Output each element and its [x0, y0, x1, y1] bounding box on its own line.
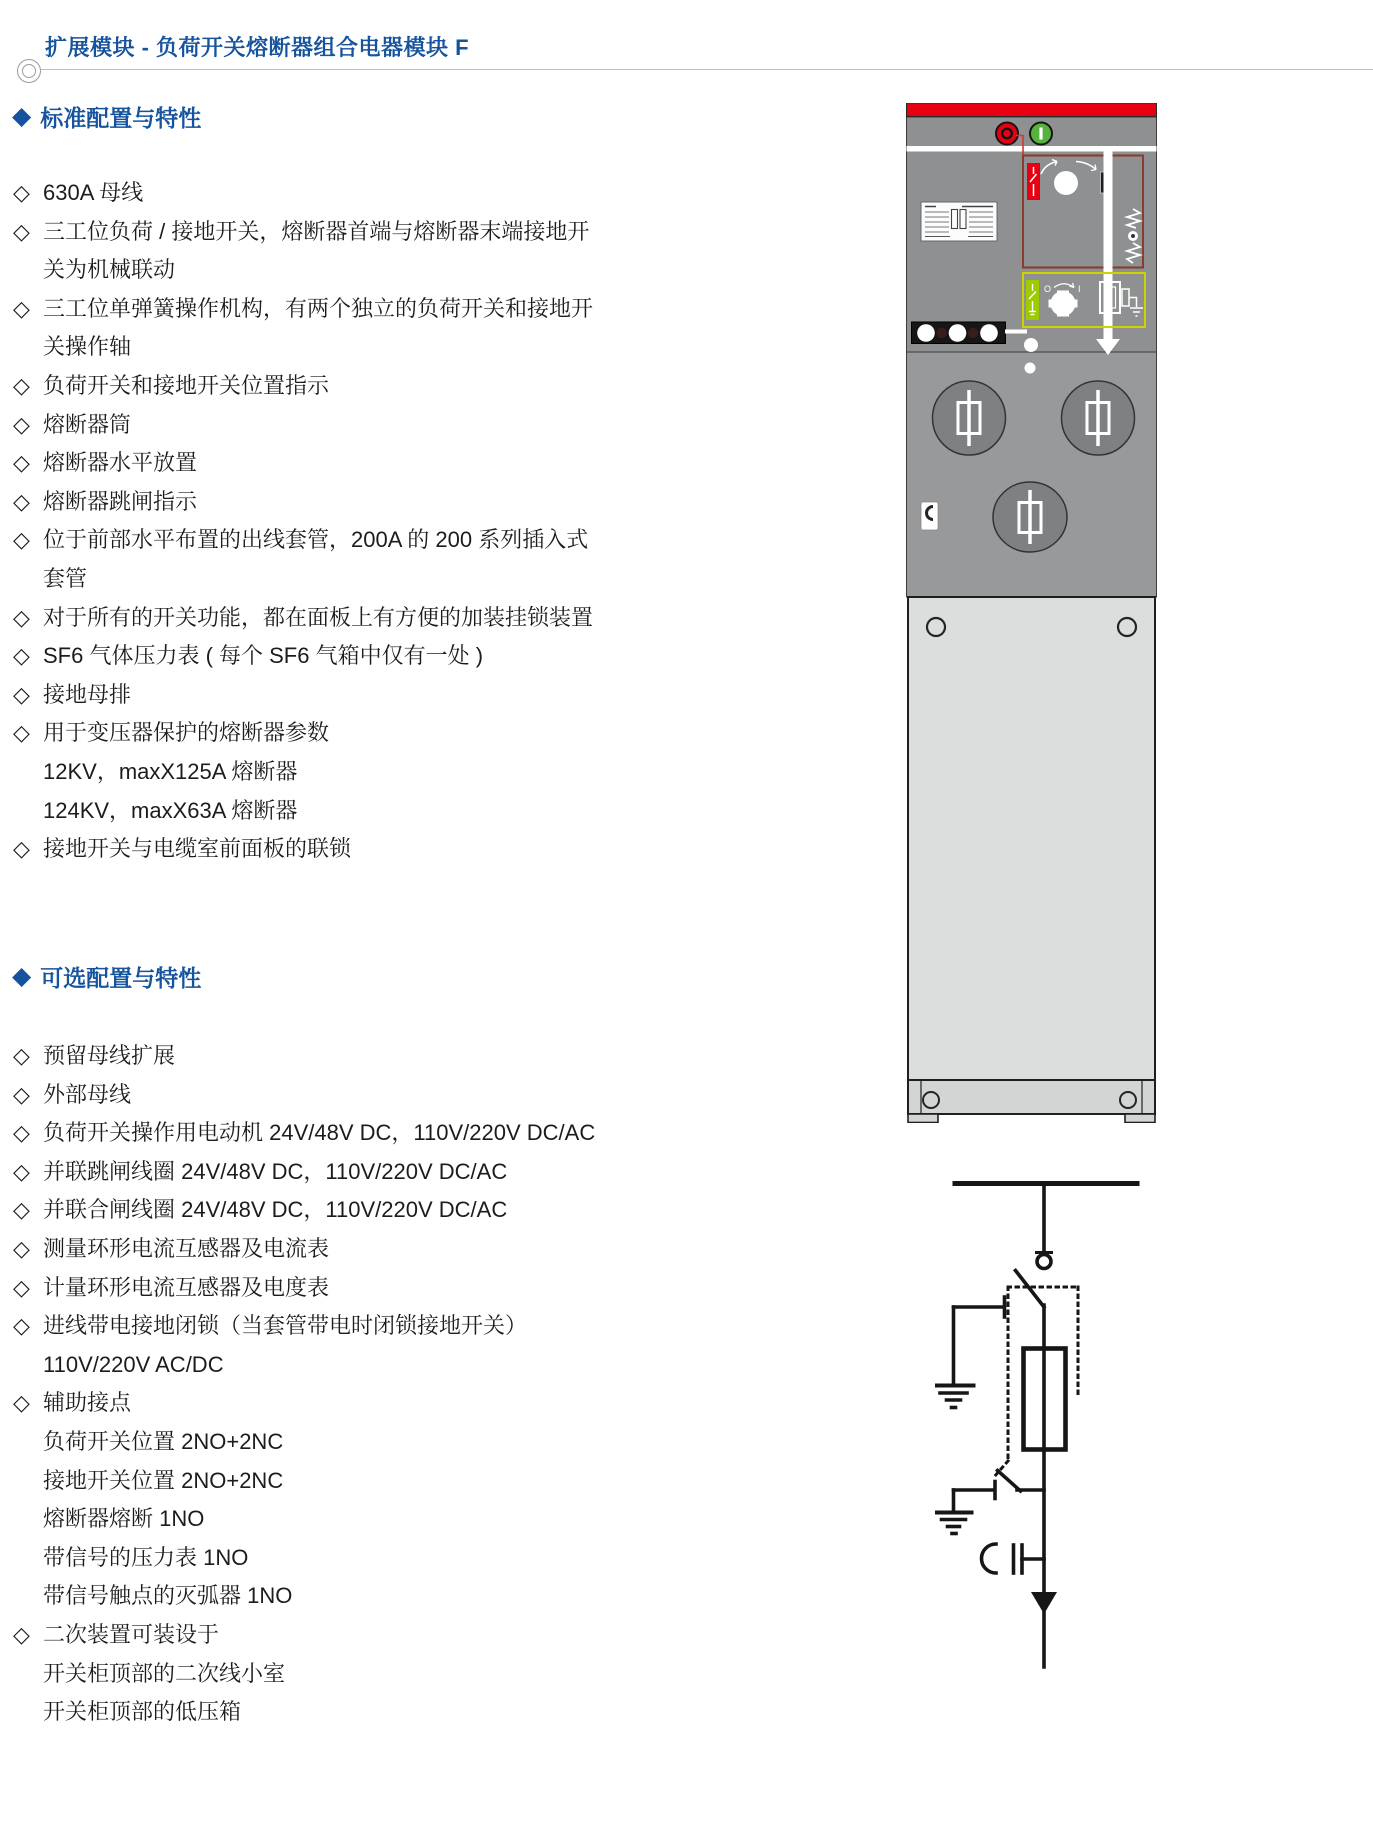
list-item [12, 676, 732, 715]
list-item-text: 测量环形电流互感器及电流表 [43, 1235, 330, 1261]
earthing-switch-lower [936, 1471, 1045, 1534]
voltage-indicator [981, 1544, 1044, 1573]
plinth-foot-right [1125, 1114, 1155, 1123]
single-line-diagram [935, 1170, 1150, 1680]
list-item [12, 1577, 732, 1616]
plinth-foot-left [908, 1114, 938, 1123]
diamond-bullet-icon: ◇ [13, 180, 30, 205]
list-item [12, 444, 732, 483]
diamond-bullet-icon: ◇ [13, 681, 30, 707]
list-item [12, 1269, 732, 1308]
list-item [12, 1153, 732, 1192]
list-item [12, 328, 732, 367]
list-item [12, 714, 732, 753]
diamond-bullet-icon: ◇ [13, 1158, 30, 1184]
fuse-bushing-left [933, 381, 1006, 455]
list-item-text: 接地开关位置 2NO+2NC [43, 1467, 284, 1493]
close-button-icon [1030, 123, 1052, 145]
title-ring-ornament [17, 59, 41, 83]
diamond-bullet-icon: ◇ [13, 218, 30, 244]
diamond-bullet-icon: ◇ [13, 295, 30, 321]
list-item-text: 位于前部水平布置的出线套管，200A 的 200 系列插入式 [43, 527, 589, 553]
sf6-gauge-icon [921, 502, 938, 530]
list-item-text: 负荷开关和接地开关位置指示 [43, 372, 330, 398]
list-item-text: 熔断器筒 [43, 411, 132, 437]
list-item-text: 关操作轴 [43, 334, 132, 360]
diamond-bullet-icon: ◇ [13, 643, 30, 669]
diamond-bullet-icon: ◇ [13, 1235, 30, 1261]
list-item [12, 1693, 732, 1732]
list-item-text: 负荷开关位置 2NO+2NC [43, 1428, 284, 1454]
list-item-text: 二次装置可装设于 [43, 1621, 220, 1647]
fuse-bushing-right [1062, 381, 1135, 455]
open-button-icon [996, 123, 1018, 145]
list-item-text: 用于变压器保护的熔断器参数 [43, 720, 330, 746]
list-item-text: 外部母线 [43, 1081, 132, 1107]
list-item-text: 带信号触点的灭弧器 1NO [43, 1583, 293, 1609]
filled-diamond-icon: ◆ [12, 962, 32, 990]
list-item [12, 1462, 732, 1501]
list-item-text: 开关柜顶部的低压箱 [43, 1699, 242, 1725]
list-item [12, 1500, 732, 1539]
panel-white-stripe [907, 146, 1157, 152]
load-switch-red-tag [1027, 163, 1040, 200]
earthing-i-label: I [1078, 284, 1081, 294]
diamond-bullet-icon: ◇ [13, 411, 30, 437]
earthing-o-label: O [1044, 284, 1052, 294]
list-item-text: 熔断器跳闸指示 [43, 488, 198, 514]
plinth [908, 1080, 1155, 1114]
shaft-hole-lower [1025, 363, 1036, 374]
list-item-text: 并联跳闸线圈 24V/48V DC，110V/220V DC/AC [43, 1158, 508, 1184]
diamond-bullet-icon: ◇ [13, 1274, 30, 1300]
list-item-text: 熔断器水平放置 [43, 450, 198, 476]
load-break-switch-blade [1016, 1271, 1045, 1308]
list-item-text: 预留母线扩展 [43, 1043, 176, 1068]
list-item [12, 560, 732, 599]
list-item-text: 套管 [43, 565, 88, 591]
list-item-text: 对于所有的开关功能，都在面板上有方便的加装挂锁装置 [43, 604, 594, 630]
standard-feature-list [12, 174, 732, 869]
list-item-text: 计量环形电流互感器及电度表 [43, 1274, 330, 1300]
list-item [12, 213, 732, 252]
list-item-text: 开关柜顶部的二次线小室 [43, 1660, 286, 1686]
list-item [12, 1539, 732, 1578]
bushing-node [1037, 1255, 1051, 1269]
section-heading-standard [12, 100, 201, 133]
diamond-bullet-icon: ◇ [13, 1120, 30, 1146]
cable-terminal-row [912, 322, 1006, 344]
list-item-text: 12KV，maxX125A 熔断器 [43, 758, 298, 784]
diamond-bullet-icon: ◇ [13, 1390, 30, 1416]
section-heading-optional [12, 960, 201, 993]
link-line [1005, 330, 1027, 334]
list-item-text: 三工位单弹簧操作机构，有两个独立的负荷开关和接地开 [43, 295, 594, 321]
list-item-text: 关为机械联动 [43, 257, 176, 283]
diamond-bullet-icon: ◇ [13, 527, 30, 553]
list-item-text: 630A 母线 [43, 180, 144, 205]
list-item-text: 124KV，maxX63A 熔断器 [43, 797, 298, 823]
list-item [12, 367, 732, 406]
diamond-bullet-icon: ◇ [13, 1621, 30, 1647]
list-item [12, 521, 732, 560]
list-item-text: 接地母排 [43, 681, 132, 707]
list-item [12, 290, 732, 329]
list-item-text: 110V/220V AC/DC [43, 1351, 224, 1377]
outgoing-arrow [1031, 1592, 1057, 1614]
diamond-bullet-icon: ◇ [13, 836, 30, 862]
list-item [12, 1076, 732, 1115]
filled-diamond-icon: ◆ [12, 102, 32, 130]
list-item-text: 负荷开关操作用电动机 24V/48V DC，110V/220V DC/AC [43, 1120, 596, 1146]
list-item [12, 792, 732, 831]
list-item [12, 483, 732, 522]
optional-feature-list [12, 1037, 732, 1732]
diamond-bullet-icon: ◇ [13, 1043, 30, 1068]
switch-shaft [1054, 171, 1078, 195]
list-item [12, 637, 732, 676]
diamond-bullet-icon: ◇ [13, 1081, 30, 1107]
list-item-text: 进线带电接地闭锁（当套管带电时闭锁接地开关） [43, 1313, 528, 1339]
list-item [12, 1307, 732, 1346]
diamond-bullet-icon: ◇ [13, 720, 30, 746]
list-item-text: SF6 气体压力表 ( 每个 SF6 气箱中仅有一处 ) [43, 643, 484, 669]
list-item-text: 接地开关与电缆室前面板的联锁 [43, 836, 352, 862]
list-item [12, 1655, 732, 1694]
list-item [12, 1191, 732, 1230]
list-item [12, 1346, 732, 1385]
page-title: 扩展模块 - 负荷开关熔断器组合电器模块 F [45, 35, 470, 60]
earthing-green-tag [1026, 280, 1039, 320]
shaft-hole-upper [1024, 338, 1038, 352]
title-divider-line [41, 69, 1373, 70]
diamond-bullet-icon: ◇ [13, 450, 30, 476]
list-item-text: 辅助接点 [43, 1390, 132, 1416]
nameplate [921, 202, 997, 241]
list-item [12, 599, 732, 638]
section-heading-standard-label: 标准配置与特性 [40, 105, 202, 131]
list-item-text: 熔断器熔断 1NO [43, 1506, 205, 1532]
list-item [12, 251, 732, 290]
diamond-bullet-icon: ◇ [13, 372, 30, 398]
earthing-switch-upper [935, 1297, 1005, 1408]
list-item-text: 带信号的压力表 1NO [43, 1544, 249, 1570]
list-item [12, 1384, 732, 1423]
list-item-text: 并联合闸线圈 24V/48V DC，110V/220V DC/AC [43, 1197, 508, 1223]
diamond-bullet-icon: ◇ [13, 488, 30, 514]
list-item [12, 406, 732, 445]
list-item [12, 1037, 732, 1076]
diamond-bullet-icon: ◇ [13, 604, 30, 630]
cable-compartment-door [908, 597, 1155, 1080]
diamond-bullet-icon: ◇ [13, 1197, 30, 1223]
list-item [12, 1423, 732, 1462]
switchgear-cabinet-figure [906, 103, 1158, 1123]
fuse-bushing-center [993, 482, 1067, 552]
list-item [12, 753, 732, 792]
diamond-bullet-icon: ◇ [13, 1313, 30, 1339]
list-item [12, 1230, 732, 1269]
list-item [12, 174, 732, 213]
list-item [12, 1114, 732, 1153]
section-heading-optional-label: 可选配置与特性 [40, 965, 202, 991]
list-item-text: 三工位负荷 / 接地开关，熔断器首端与熔断器末端接地开 [43, 218, 590, 244]
list-item [12, 1616, 732, 1655]
list-item [12, 830, 732, 869]
red-top-bar [907, 103, 1157, 117]
